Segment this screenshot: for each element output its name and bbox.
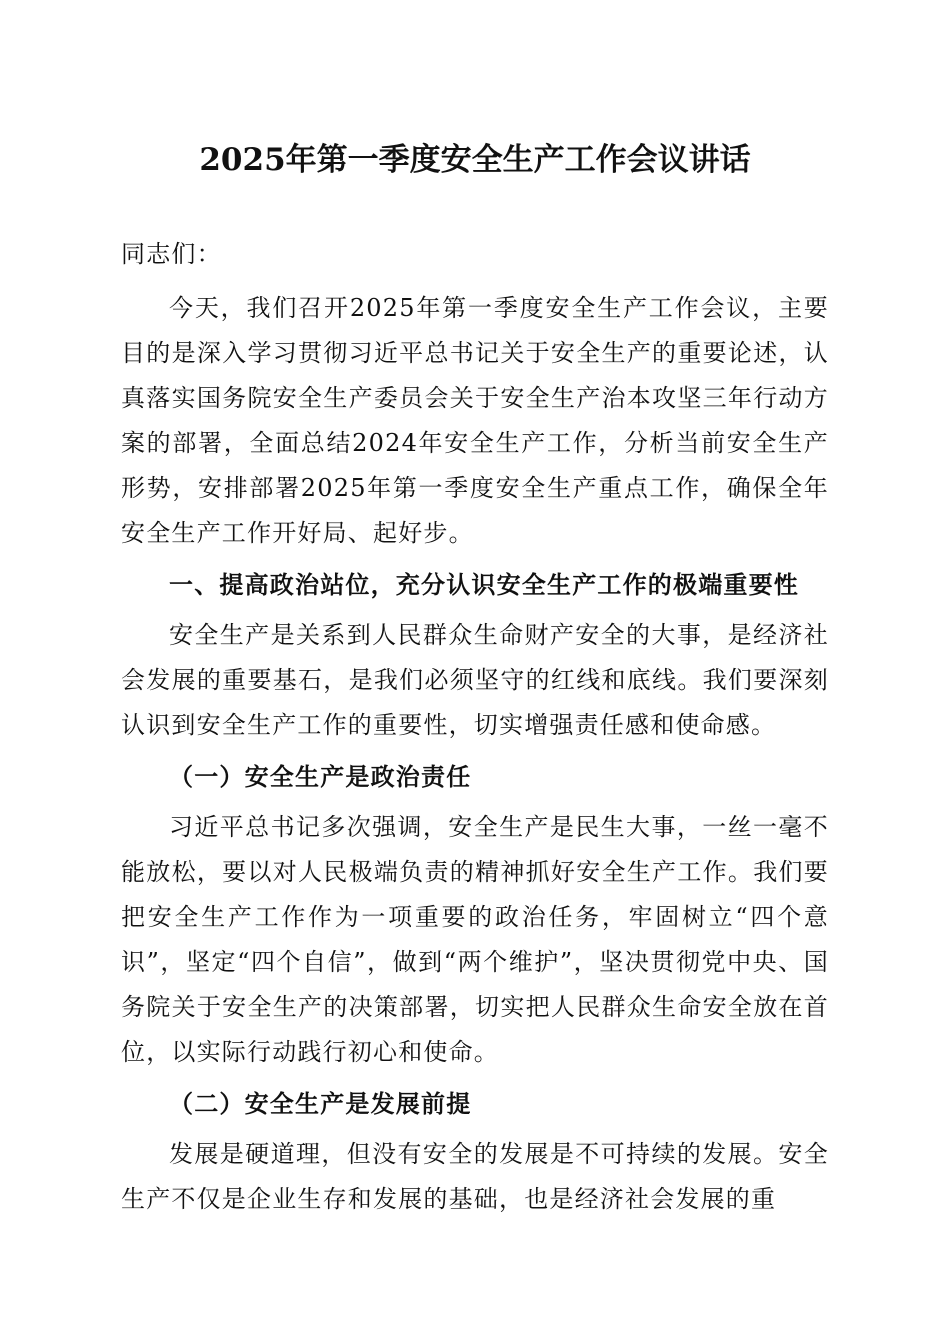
document-body <box>121 232 829 1228</box>
paragraph-subsection-1: 习近平总书记多次强调，安全生产是民生大事，一丝一毫不能放松，要以对人民极端负责的精神抓好安全生产工作。我们要把安全生产工作作为一项重要的政治任务，牢固树立“四个意识”，坚定“四个自信”，做到“两个维护”，坚决贯彻党中央、国务院关于安全生产的决策部署，切实把人民群众生命安全放在首位，以实际行动践行初心和使命。 <box>121 813 829 1066</box>
document-title: 2025年第一季度安全生产工作会议讲话 <box>199 142 751 178</box>
paragraph-section-1: 安全生产是关系到人民群众生命财产安全的大事，是经济社会发展的重要基石，是我们必须坚守的红线和底线。我们要深刻认识到安全生产工作的重要性，切实增强责任感和使命感。 <box>121 621 829 739</box>
paragraph-intro: 今天，我们召开2025年第一季度安全生产工作会议，主要目的是深入学习贯彻习近平总书记关于安全生产的重要论述，认真落实国务院安全生产委员会关于安全生产治本攻坚三年行动方案的部署，全面总结2024年安全生产工作，分析当前安全生产形势，安排部署2025年第一季度安全生产重点工作，确保全年安全生产工作开好局、起好步。 <box>121 294 829 547</box>
subsection-heading-1: （一）安全生产是政治责任 <box>169 762 472 791</box>
paragraph-subsection-2: 发展是硬道理，但没有安全的发展是不可持续的发展。安全生产不仅是企业生存和发展的基础，也是经济社会发展的重 <box>121 1140 829 1213</box>
greeting: 同志们： <box>121 240 222 268</box>
subsection-heading-2: （二）安全生产是发展前提 <box>169 1089 472 1118</box>
section-heading-1: 一、提高政治站位，充分认识安全生产工作的极端重要性 <box>169 570 799 599</box>
